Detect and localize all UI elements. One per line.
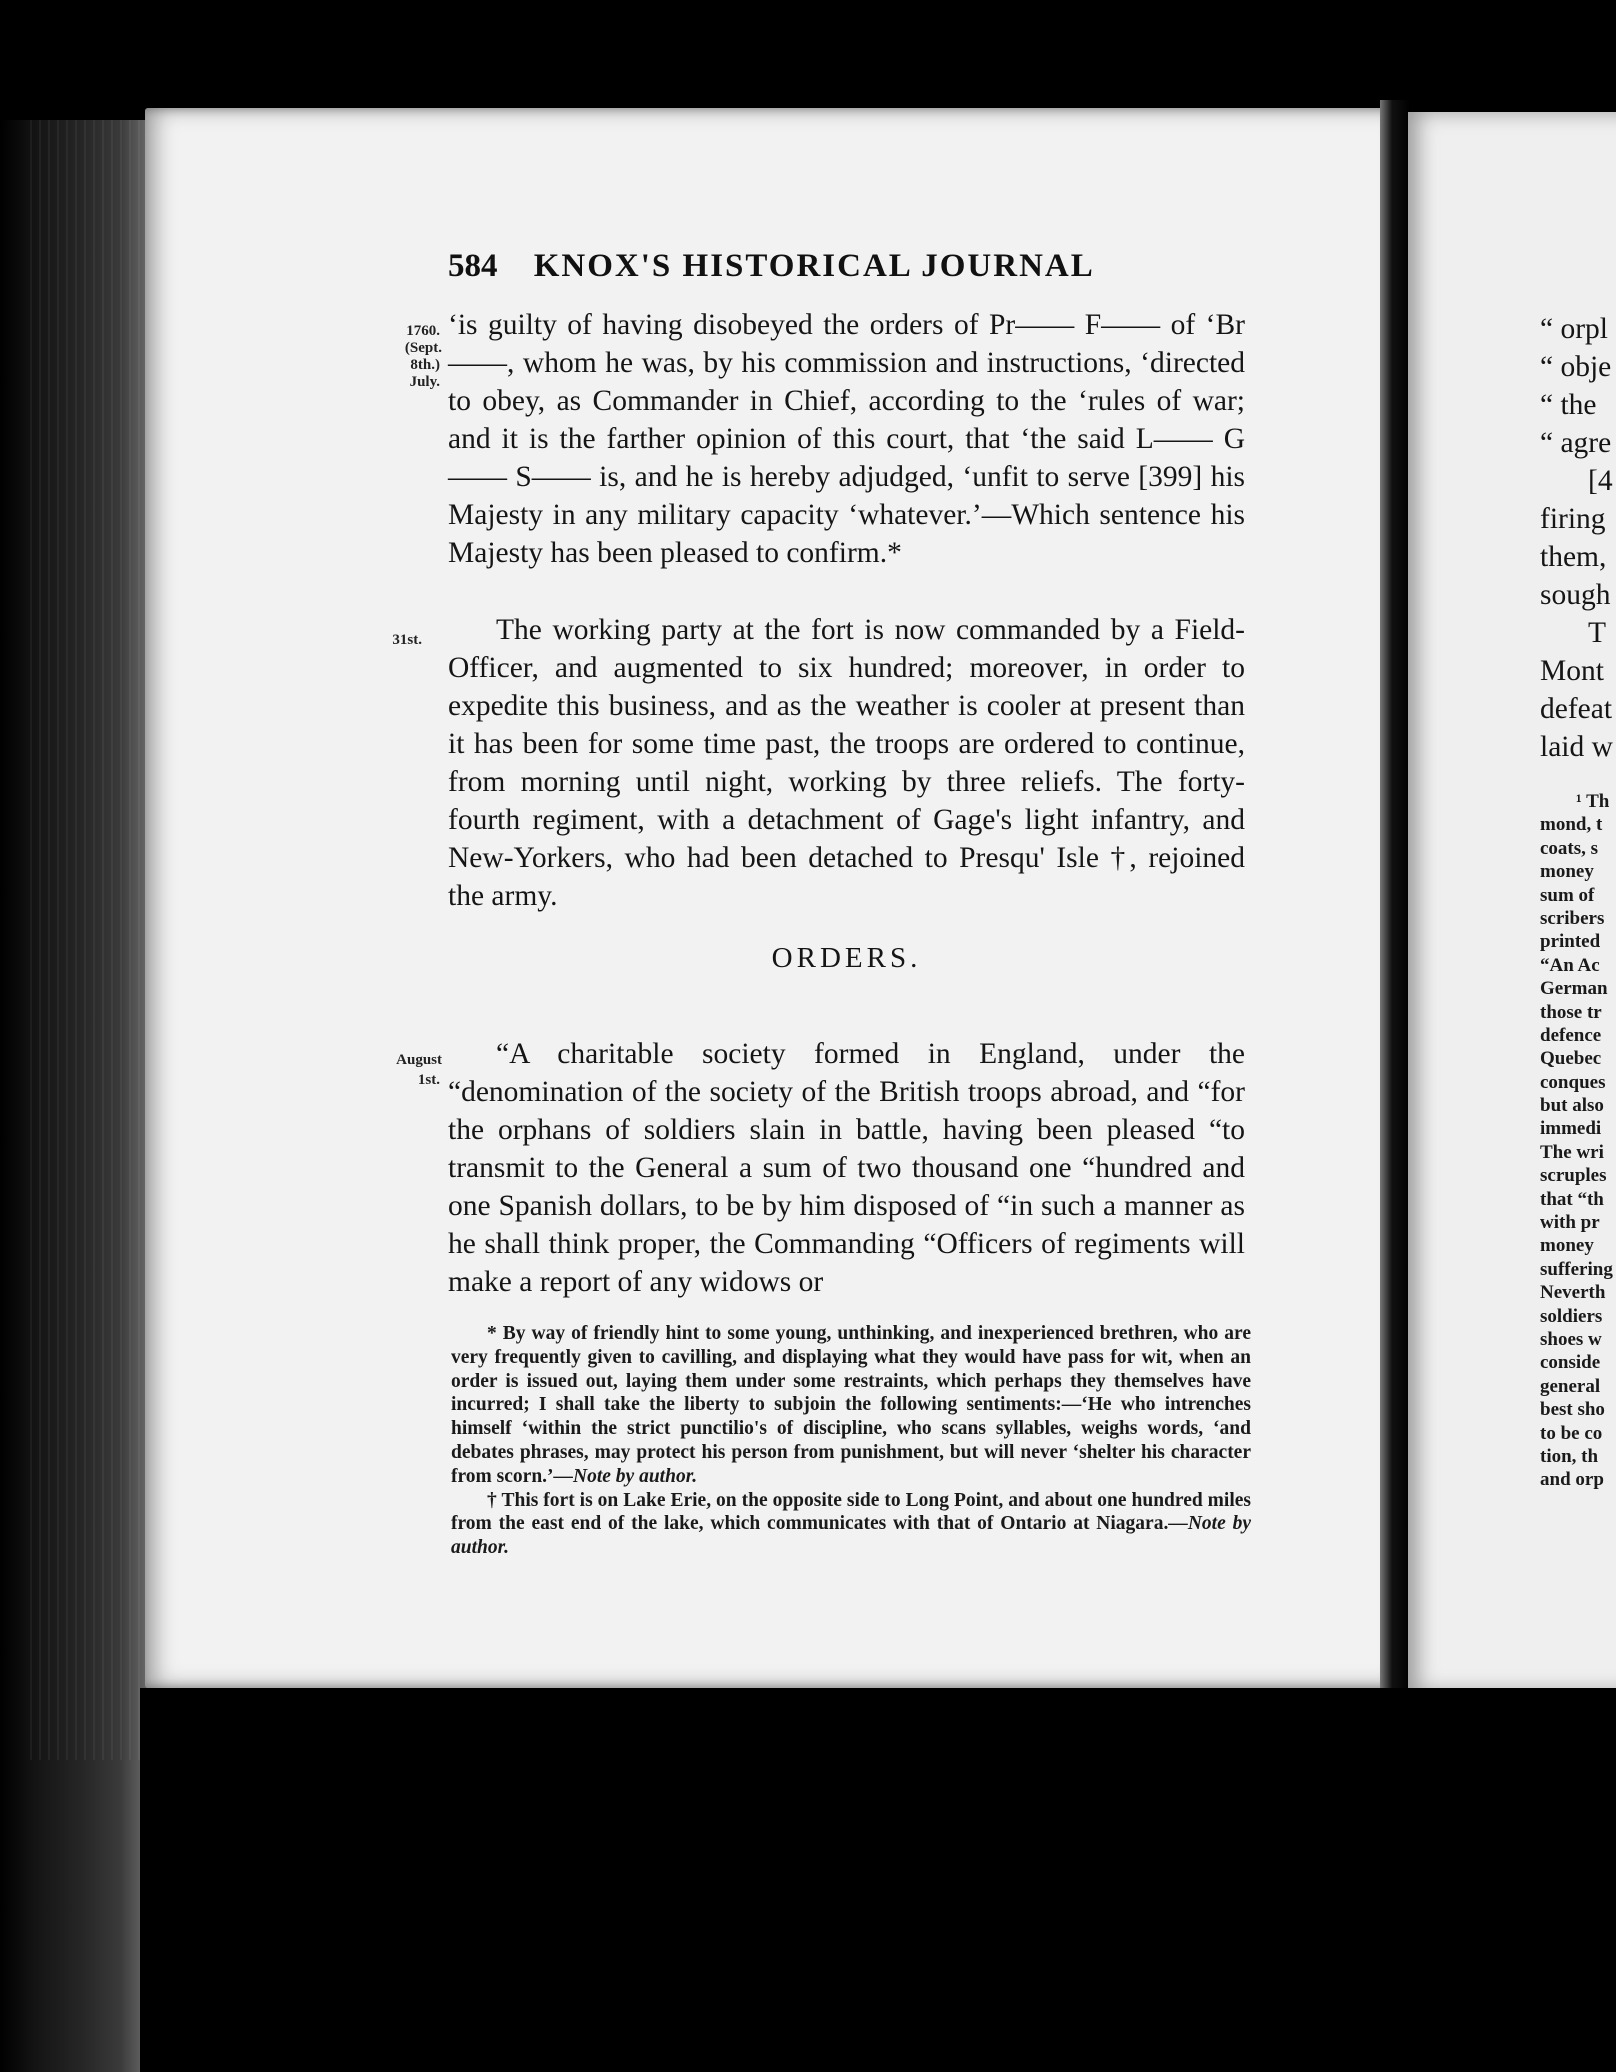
scan-background — [140, 1688, 1616, 2072]
page-number: 584 — [448, 248, 498, 284]
right-note-line: scribers — [1540, 907, 1605, 929]
right-note-line: money — [1540, 861, 1594, 883]
spine-texture — [30, 120, 145, 1760]
margin-note-year: 1760. — [406, 323, 440, 339]
right-note-line: with pr — [1540, 1212, 1600, 1234]
right-note-line: sum of — [1540, 884, 1595, 906]
right-note-line: Neverth — [1540, 1282, 1606, 1304]
right-note-line: ¹ Th — [1576, 791, 1610, 812]
right-note-line: general — [1540, 1375, 1601, 1397]
right-note-line: coats, s — [1540, 837, 1599, 859]
right-line: laid w — [1540, 731, 1613, 763]
footnotes — [451, 1322, 1251, 1560]
right-note-line: German — [1540, 978, 1608, 1000]
section-heading: ORDERS. — [771, 942, 922, 974]
footnote-star-text: * By way of friendly hint to some young, unthinking, and inexperienced brethren, who are very frequently given to cavilling, and displaying what they would have pass for wit, when an order is issued out, laying them under some restraints, which perhaps they themselves have incurred; I shall take the liberty to subjoin the following sentiments:—‘He who intrenches himself ‘within the strict punctilio's of discipline, who scans syllables, weighs words, ‘and debates phrases, may protect his person from punishment, but will never ‘shelter his character from scorn.’ — [451, 1323, 1251, 1487]
right-note-line: soldiers — [1540, 1305, 1603, 1327]
margin-note-8th: 8th.) — [410, 357, 440, 373]
right-note-line: printed — [1540, 931, 1601, 953]
right-note-line: conques — [1540, 1071, 1606, 1093]
right-line: defeat — [1540, 693, 1613, 725]
right-note-line: mond, t — [1540, 814, 1603, 836]
footnote-star-attribution: —Note by author. — [553, 1465, 698, 1487]
right-note-line: immedi — [1540, 1118, 1602, 1140]
right-line: “ agre — [1540, 427, 1612, 459]
right-note-line: The wri — [1540, 1141, 1604, 1163]
right-note-line: that “th — [1540, 1188, 1604, 1210]
right-note-line: conside — [1540, 1352, 1601, 1374]
paragraph-orders: “A charitable society formed in England, under the “denomination of the society of the British troops abroad, and “for the orphans of soldiers slain in battle, having been pleased “to transmit to the General a sum of two thousand one “hundred and one Spanish dollars, to be by him disposed of “in such a manner as he shall think proper, the Commanding “Officers of regiments will make a report of any widows or — [448, 1038, 1245, 1298]
footnote-dagger — [451, 1489, 1251, 1560]
margin-note-31st: 31st. — [392, 632, 422, 648]
paragraph-court-martial: ‘is guilty of having disobeyed the orders of Pr—— F—— of ‘Br——, whom he was, by his commission and instructions, ‘directed to obey, as Commander in Chief, according to the ‘rules of war; and it is the farther opinion of this court, that ‘the said L—— G—— S—— is, and he is hereby adjudged, ‘unfit to serve [399] his Majesty in any military capacity ‘whatever.’—Which sentence his Majesty has been pleased to confirm.* — [448, 309, 1245, 569]
right-line: sough — [1540, 579, 1611, 611]
margin-note-august: August — [396, 1052, 442, 1068]
right-note-line: tion, th — [1540, 1445, 1599, 1467]
right-line: “ obje — [1540, 351, 1612, 383]
right-line: [4 — [1588, 465, 1613, 497]
right-note-line: and orp — [1540, 1469, 1604, 1491]
right-line: “ orpl — [1540, 313, 1608, 345]
right-note-line: money — [1540, 1235, 1594, 1257]
footnote-dagger-text: † This fort is on Lake Erie, on the opposite side to Long Point, and about one hundred miles from the east end of the lake, which communicates with that of Ontario at Niagara. — [451, 1489, 1251, 1535]
right-line: firing — [1540, 503, 1606, 535]
footnote-star — [451, 1322, 1251, 1489]
right-note-line: to be co — [1540, 1422, 1603, 1444]
margin-note-1st: 1st. — [417, 1072, 440, 1088]
footnote-dagger-attribution: —Note by author. — [451, 1513, 1252, 1559]
right-note-line: suffering — [1540, 1258, 1613, 1280]
margin-note-july: July. — [409, 374, 440, 390]
paragraph-working-party: The working party at the fort is now commanded by a Field-Officer, and augmented to six hundred; moreover, in order to expedite this business, and as the weather is cooler at present than it has been for some time past, the troops are ordered to continue, from morning until night, working by three reliefs. The forty-fourth regiment, with a detachment of Gage's light infantry, and New-Yorkers, who had been detached to Presqu' Isle †, rejoined the army. — [448, 614, 1245, 912]
right-note-line: best sho — [1540, 1399, 1605, 1421]
right-note-line: scruples — [1540, 1165, 1607, 1187]
right-page-text — [1540, 310, 1616, 766]
right-note-line: those tr — [1540, 1001, 1602, 1023]
right-page-notes — [1540, 790, 1616, 1492]
right-line: T — [1588, 617, 1607, 649]
right-line: “ the — [1540, 389, 1597, 421]
margin-note-sept: (Sept. — [404, 340, 442, 356]
right-note-line: defence — [1540, 1024, 1602, 1046]
right-note-line: “An Ac — [1540, 954, 1600, 976]
right-line: them, — [1540, 541, 1607, 573]
right-note-line: Quebec — [1540, 1048, 1602, 1070]
right-note-line: but also — [1540, 1095, 1604, 1117]
book-title: KNOX'S HISTORICAL JOURNAL — [533, 248, 1095, 284]
page-gutter — [1380, 100, 1410, 1700]
right-note-line: shoes w — [1540, 1328, 1602, 1350]
running-header — [448, 244, 1248, 288]
right-line: Mont — [1540, 655, 1604, 687]
